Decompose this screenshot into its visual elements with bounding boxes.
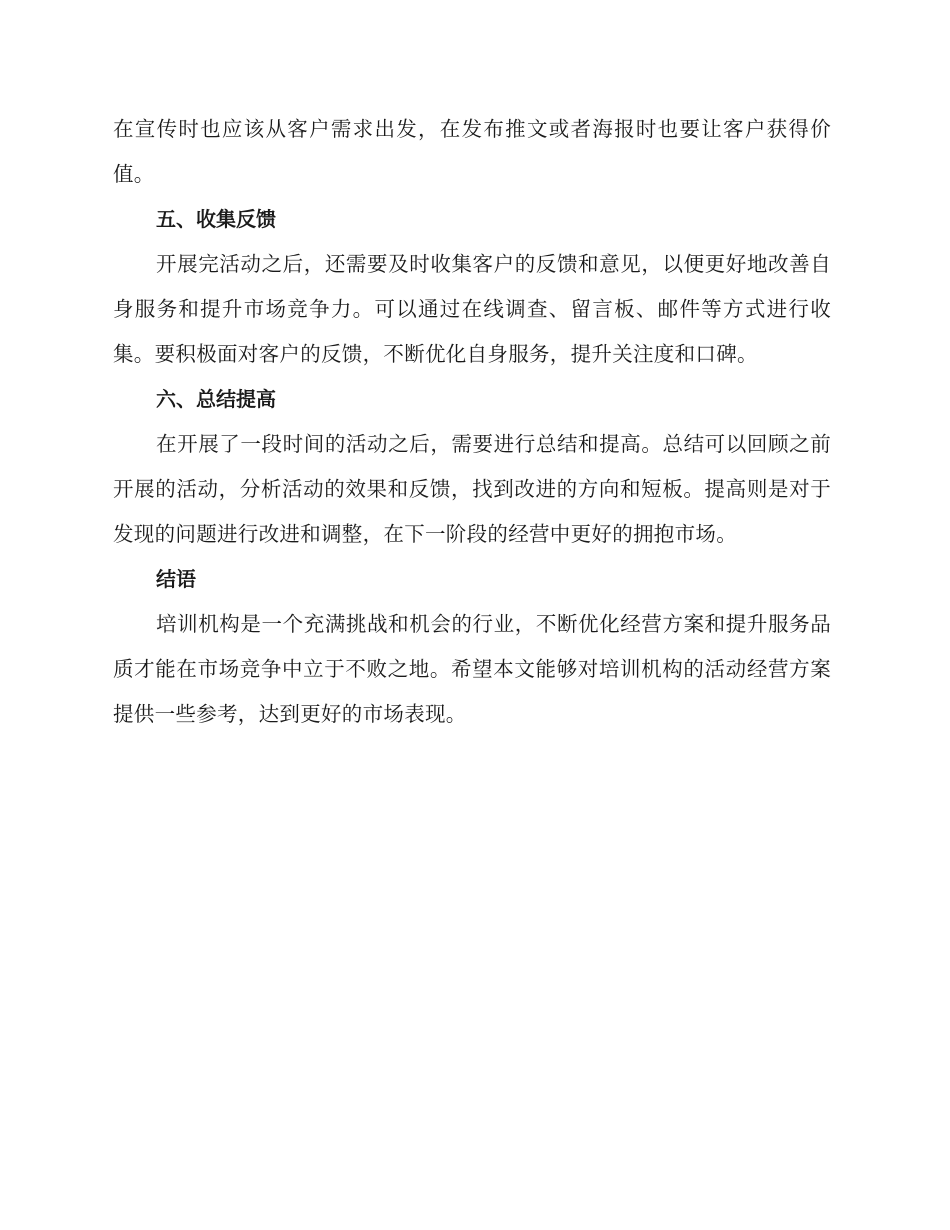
paragraph-summary-improve: 在开展了一段时间的活动之后，需要进行总结和提高。总结可以回顾之前开展的活动，分析活动的效果和反馈，找到改进的方向和短板。提高则是对于发现的问题进行改进和调整，在下一阶段的经营中更好的拥抱市场。 bbox=[113, 432, 831, 546]
paragraph-collect-feedback: 开展完活动之后，还需要及时收集客户的反馈和意见，以便更好地改善自身服务和提升市场竞争力。可以通过在线调查、留言板、邮件等方式进行收集。要积极面对客户的反馈，不断优化自身服务，提升关注度和口碑。 bbox=[113, 252, 831, 366]
section-heading-conclusion: 结语 bbox=[156, 567, 196, 591]
section-heading-summary-improve: 六、总结提高 bbox=[156, 387, 276, 411]
section-heading-collect-feedback: 五、收集反馈 bbox=[156, 207, 276, 231]
paragraph-continuation: 在宣传时也应该从客户需求出发，在发布推文或者海报时也要让客户获得价值。 bbox=[113, 117, 831, 186]
document-body bbox=[113, 107, 831, 737]
paragraph-conclusion: 培训机构是一个充满挑战和机会的行业，不断优化经营方案和提升服务品质才能在市场竞争中立于不败之地。希望本文能够对培训机构的活动经营方案提供一些参考，达到更好的市场表现。 bbox=[113, 612, 831, 726]
